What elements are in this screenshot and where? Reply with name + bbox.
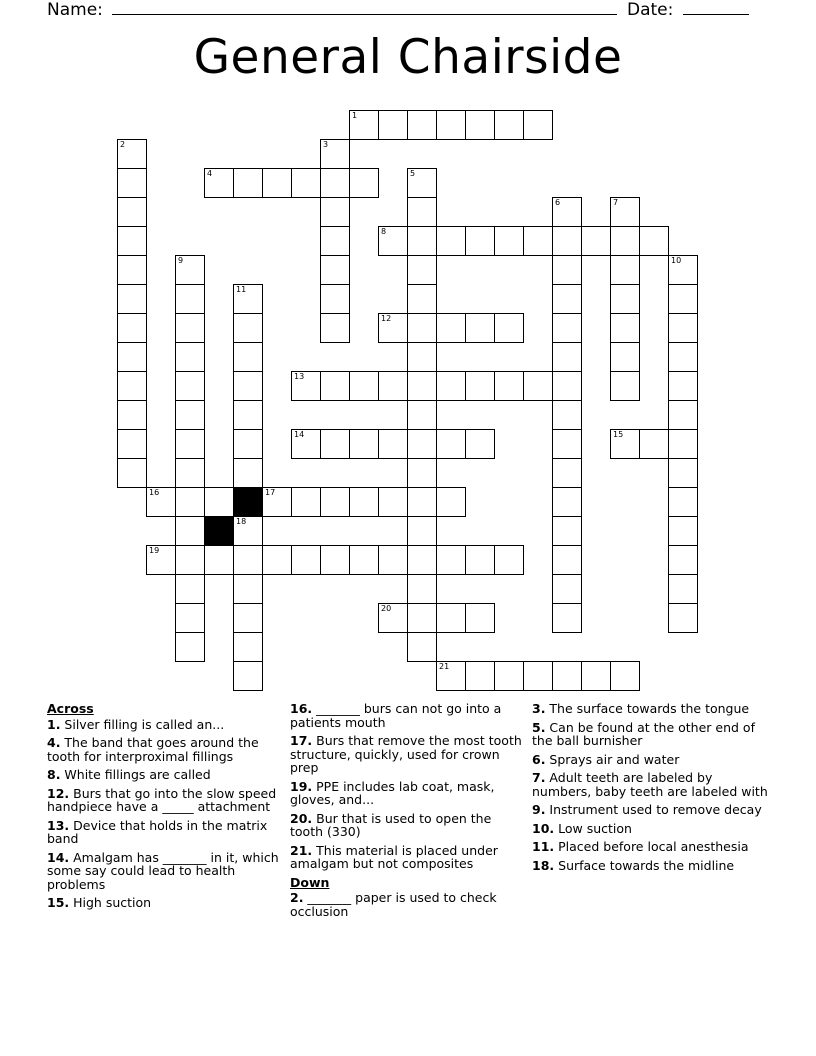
answer-cell[interactable] bbox=[407, 255, 437, 285]
answer-cell[interactable] bbox=[639, 429, 669, 459]
answer-cell[interactable] bbox=[175, 632, 205, 662]
answer-cell[interactable] bbox=[233, 342, 263, 372]
clue-text: Bur that is used to open the tooth (330) bbox=[290, 810, 492, 839]
clue-text: Device that holds in the matrix band bbox=[47, 817, 268, 846]
answer-cell[interactable] bbox=[320, 284, 350, 314]
clue-number-label: 15. bbox=[47, 895, 70, 910]
answer-cell[interactable] bbox=[349, 429, 379, 459]
clue-number-label: 8. bbox=[47, 767, 61, 782]
answer-cell[interactable] bbox=[610, 429, 640, 459]
clue-number-label: 3. bbox=[532, 701, 546, 716]
answer-cell[interactable] bbox=[117, 284, 147, 314]
answer-cell[interactable] bbox=[175, 255, 205, 285]
clue-number: 12 bbox=[381, 314, 392, 323]
answer-cell[interactable] bbox=[552, 342, 582, 372]
answer-cell[interactable] bbox=[436, 661, 466, 691]
clue-item bbox=[532, 859, 768, 873]
clue-column-3 bbox=[532, 702, 768, 877]
answer-cell[interactable] bbox=[175, 516, 205, 546]
clue-item bbox=[47, 819, 283, 846]
answer-cell[interactable] bbox=[668, 313, 698, 343]
answer-cell[interactable] bbox=[523, 110, 553, 140]
answer-cell[interactable] bbox=[407, 458, 437, 488]
clue-number-label: 11. bbox=[532, 839, 555, 854]
answer-cell[interactable] bbox=[668, 458, 698, 488]
clue-number-label: 19. bbox=[290, 778, 313, 794]
answer-cell[interactable] bbox=[233, 429, 263, 459]
answer-cell[interactable] bbox=[407, 603, 437, 633]
answer-cell[interactable] bbox=[233, 516, 263, 546]
answer-cell[interactable] bbox=[175, 574, 205, 604]
clue-number: 3 bbox=[323, 140, 329, 149]
answer-cell[interactable] bbox=[262, 487, 292, 517]
answer-cell[interactable] bbox=[668, 255, 698, 285]
answer-cell[interactable] bbox=[668, 545, 698, 575]
answer-cell[interactable] bbox=[668, 487, 698, 517]
answer-cell[interactable] bbox=[233, 400, 263, 430]
answer-cell[interactable] bbox=[320, 545, 350, 575]
answer-cell[interactable] bbox=[233, 313, 263, 343]
answer-cell[interactable] bbox=[117, 313, 147, 343]
answer-cell[interactable] bbox=[146, 545, 176, 575]
answer-cell[interactable] bbox=[407, 429, 437, 459]
answer-cell[interactable] bbox=[465, 371, 495, 401]
answer-cell[interactable] bbox=[320, 197, 350, 227]
answer-cell[interactable] bbox=[494, 371, 524, 401]
answer-cell[interactable] bbox=[668, 342, 698, 372]
clue-text: Burs that go into the slow speed handpiece have a _____ attachment bbox=[47, 785, 277, 814]
answer-cell[interactable] bbox=[175, 313, 205, 343]
clue-number-label: 20. bbox=[290, 810, 313, 826]
answer-cell[interactable] bbox=[233, 632, 263, 662]
answer-cell[interactable] bbox=[349, 371, 379, 401]
black-square bbox=[233, 487, 263, 517]
answer-cell[interactable] bbox=[610, 284, 640, 314]
clue-number: 15 bbox=[613, 430, 624, 439]
clue-number-label: 13. bbox=[47, 817, 70, 833]
answer-cell[interactable] bbox=[233, 661, 263, 691]
answer-cell[interactable] bbox=[349, 168, 379, 198]
answer-cell[interactable] bbox=[320, 255, 350, 285]
clue-number: 14 bbox=[294, 430, 305, 439]
answer-cell[interactable] bbox=[494, 110, 524, 140]
clue-number: 17 bbox=[265, 488, 276, 497]
clue-item bbox=[532, 753, 768, 767]
clue-number: 9 bbox=[178, 256, 184, 265]
answer-cell[interactable] bbox=[523, 661, 553, 691]
clue-text: Can be found at the other end of the ball burnisher bbox=[532, 719, 755, 748]
clue-text: _______ burs can not go into a patients mouth bbox=[290, 701, 502, 730]
answer-cell[interactable] bbox=[407, 487, 437, 517]
clue-text: Amalgam has _______ in it, which some say could lead to health problems bbox=[47, 849, 279, 892]
answer-cell[interactable] bbox=[407, 516, 437, 546]
across-heading: Across bbox=[47, 701, 94, 716]
clue-number-label: 6. bbox=[532, 751, 546, 767]
answer-cell[interactable] bbox=[378, 226, 408, 256]
answer-cell[interactable] bbox=[552, 197, 582, 227]
answer-cell[interactable] bbox=[291, 429, 321, 459]
clue-text: High suction bbox=[69, 895, 152, 910]
answer-cell[interactable] bbox=[407, 313, 437, 343]
clue-text: Adult teeth are labeled by numbers, baby teeth are labeled with bbox=[532, 770, 768, 799]
clue-item bbox=[47, 718, 283, 732]
clue-item bbox=[290, 812, 526, 839]
answer-cell[interactable] bbox=[436, 226, 466, 256]
answer-cell[interactable] bbox=[349, 545, 379, 575]
answer-cell[interactable] bbox=[291, 168, 321, 198]
answer-cell[interactable] bbox=[523, 371, 553, 401]
answer-cell[interactable] bbox=[610, 313, 640, 343]
clue-item bbox=[47, 768, 283, 782]
answer-cell[interactable] bbox=[407, 226, 437, 256]
answer-cell[interactable] bbox=[407, 342, 437, 372]
answer-cell[interactable] bbox=[233, 168, 263, 198]
answer-cell[interactable] bbox=[610, 661, 640, 691]
answer-cell[interactable] bbox=[552, 545, 582, 575]
clue-item bbox=[290, 702, 526, 729]
clue-number: 13 bbox=[294, 372, 305, 381]
answer-cell[interactable] bbox=[436, 371, 466, 401]
answer-cell[interactable] bbox=[378, 545, 408, 575]
answer-cell[interactable] bbox=[204, 487, 234, 517]
answer-cell[interactable] bbox=[668, 284, 698, 314]
answer-cell[interactable] bbox=[668, 400, 698, 430]
answer-cell[interactable] bbox=[204, 168, 234, 198]
answer-cell[interactable] bbox=[668, 603, 698, 633]
answer-cell[interactable] bbox=[117, 400, 147, 430]
answer-cell[interactable] bbox=[378, 487, 408, 517]
answer-cell[interactable] bbox=[494, 545, 524, 575]
clue-column-1 bbox=[47, 702, 283, 915]
clue-text: The surface towards the tongue bbox=[545, 701, 750, 716]
clue-number-label: 12. bbox=[47, 785, 70, 801]
answer-cell[interactable] bbox=[320, 371, 350, 401]
answer-cell[interactable] bbox=[639, 226, 669, 256]
answer-cell[interactable] bbox=[291, 371, 321, 401]
answer-cell[interactable] bbox=[117, 226, 147, 256]
answer-cell[interactable] bbox=[262, 168, 292, 198]
answer-cell[interactable] bbox=[349, 110, 379, 140]
clue-number: 16 bbox=[149, 488, 160, 497]
clue-number: 5 bbox=[410, 169, 416, 178]
clue-number: 20 bbox=[381, 604, 392, 613]
answer-cell[interactable] bbox=[233, 603, 263, 633]
clue-item bbox=[47, 896, 283, 910]
answer-cell[interactable] bbox=[552, 603, 582, 633]
clue-number: 11 bbox=[236, 285, 247, 294]
answer-cell[interactable] bbox=[436, 429, 466, 459]
date-label: Date: bbox=[627, 0, 674, 20]
clue-number-label: 7. bbox=[532, 770, 546, 785]
answer-cell[interactable] bbox=[320, 487, 350, 517]
clue-text: Surface towards the midline bbox=[554, 857, 735, 873]
clue-number: 8 bbox=[381, 227, 387, 236]
answer-cell[interactable] bbox=[407, 400, 437, 430]
clue-number: 7 bbox=[613, 198, 619, 207]
answer-cell[interactable] bbox=[233, 284, 263, 314]
answer-cell[interactable] bbox=[175, 458, 205, 488]
clue-number-label: 21. bbox=[290, 842, 313, 858]
answer-cell[interactable] bbox=[465, 110, 495, 140]
clue-item bbox=[532, 803, 768, 817]
answer-cell[interactable] bbox=[175, 342, 205, 372]
clue-text: PPE includes lab coat, mask, gloves, and... bbox=[290, 778, 495, 807]
answer-cell[interactable] bbox=[465, 226, 495, 256]
answer-cell[interactable] bbox=[668, 429, 698, 459]
answer-cell[interactable] bbox=[320, 429, 350, 459]
clue-column-2 bbox=[290, 702, 526, 923]
answer-cell[interactable] bbox=[552, 255, 582, 285]
answer-cell[interactable] bbox=[407, 168, 437, 198]
answer-cell[interactable] bbox=[610, 197, 640, 227]
answer-cell[interactable] bbox=[117, 197, 147, 227]
answer-cell[interactable] bbox=[610, 342, 640, 372]
answer-cell[interactable] bbox=[320, 313, 350, 343]
answer-cell[interactable] bbox=[117, 458, 147, 488]
clue-number-label: 1. bbox=[47, 716, 61, 732]
answer-cell[interactable] bbox=[407, 284, 437, 314]
clue-number: 18 bbox=[236, 517, 247, 526]
answer-cell[interactable] bbox=[552, 487, 582, 517]
answer-cell[interactable] bbox=[407, 545, 437, 575]
clue-item bbox=[532, 840, 768, 854]
page-title: General Chairside bbox=[193, 30, 623, 85]
answer-cell[interactable] bbox=[175, 400, 205, 430]
answer-cell[interactable] bbox=[610, 371, 640, 401]
clue-text: Low suction bbox=[554, 820, 632, 836]
answer-cell[interactable] bbox=[262, 545, 292, 575]
answer-cell[interactable] bbox=[291, 487, 321, 517]
clue-text: This material is placed under amalgam but not composites bbox=[290, 842, 498, 871]
clue-number-label: 9. bbox=[532, 802, 546, 817]
answer-cell[interactable] bbox=[465, 603, 495, 633]
answer-cell[interactable] bbox=[175, 545, 205, 575]
clue-item bbox=[532, 771, 768, 798]
clue-text: White fillings are called bbox=[60, 767, 211, 782]
answer-cell[interactable] bbox=[378, 371, 408, 401]
answer-cell[interactable] bbox=[117, 371, 147, 401]
clue-text: Instrument used to remove decay bbox=[545, 802, 762, 817]
answer-cell[interactable] bbox=[349, 487, 379, 517]
clue-item bbox=[532, 822, 768, 836]
clue-item bbox=[290, 734, 526, 775]
answer-cell[interactable] bbox=[175, 487, 205, 517]
clue-item bbox=[290, 780, 526, 807]
answer-cell[interactable] bbox=[407, 574, 437, 604]
clue-number-label: 14. bbox=[47, 849, 70, 865]
answer-cell[interactable] bbox=[175, 284, 205, 314]
answer-cell[interactable] bbox=[494, 226, 524, 256]
answer-cell[interactable] bbox=[320, 139, 350, 169]
clue-number: 2 bbox=[120, 140, 126, 149]
clue-number: 19 bbox=[149, 546, 160, 555]
answer-cell[interactable] bbox=[407, 110, 437, 140]
answer-cell[interactable] bbox=[465, 313, 495, 343]
answer-cell[interactable] bbox=[552, 284, 582, 314]
answer-cell[interactable] bbox=[494, 661, 524, 691]
answer-cell[interactable] bbox=[436, 110, 466, 140]
answer-cell[interactable] bbox=[465, 545, 495, 575]
answer-cell[interactable] bbox=[291, 545, 321, 575]
answer-cell[interactable] bbox=[668, 516, 698, 546]
clue-item bbox=[47, 736, 283, 763]
clue-text: Placed before local anesthesia bbox=[554, 839, 749, 854]
answer-cell[interactable] bbox=[552, 458, 582, 488]
answer-cell[interactable] bbox=[436, 545, 466, 575]
answer-cell[interactable] bbox=[436, 313, 466, 343]
answer-cell[interactable] bbox=[552, 400, 582, 430]
answer-cell[interactable] bbox=[407, 371, 437, 401]
answer-cell[interactable] bbox=[552, 226, 582, 256]
answer-cell[interactable] bbox=[233, 458, 263, 488]
answer-cell[interactable] bbox=[465, 661, 495, 691]
black-square bbox=[204, 516, 234, 546]
answer-cell[interactable] bbox=[378, 313, 408, 343]
answer-cell[interactable] bbox=[581, 661, 611, 691]
clue-item bbox=[532, 702, 768, 716]
answer-cell[interactable] bbox=[117, 139, 147, 169]
answer-cell[interactable] bbox=[146, 487, 176, 517]
clue-number-label: 16. bbox=[290, 701, 313, 716]
clue-item bbox=[47, 787, 283, 814]
clue-number-label: 18. bbox=[532, 857, 555, 873]
answer-cell[interactable] bbox=[204, 545, 234, 575]
answer-cell[interactable] bbox=[523, 226, 553, 256]
clue-item bbox=[290, 844, 526, 871]
answer-cell[interactable] bbox=[494, 313, 524, 343]
answer-cell[interactable] bbox=[320, 168, 350, 198]
answer-cell[interactable] bbox=[175, 603, 205, 633]
clue-number-label: 2. bbox=[290, 890, 304, 905]
answer-cell[interactable] bbox=[610, 226, 640, 256]
answer-cell[interactable] bbox=[378, 603, 408, 633]
clue-text: Silver filling is called an... bbox=[60, 716, 225, 732]
answer-cell[interactable] bbox=[610, 255, 640, 285]
clue-number-label: 10. bbox=[532, 820, 555, 836]
clue-item bbox=[47, 851, 283, 892]
answer-cell[interactable] bbox=[175, 371, 205, 401]
clue-text: The band that goes around the tooth for interproximal fillings bbox=[47, 735, 259, 764]
clue-number: 10 bbox=[671, 256, 682, 265]
answer-cell[interactable] bbox=[378, 429, 408, 459]
clue-item bbox=[532, 721, 768, 748]
clue-number: 4 bbox=[207, 169, 213, 178]
answer-cell[interactable] bbox=[117, 168, 147, 198]
answer-cell[interactable] bbox=[117, 342, 147, 372]
name-label: Name: bbox=[47, 0, 103, 20]
answer-cell[interactable] bbox=[552, 313, 582, 343]
answer-cell[interactable] bbox=[465, 429, 495, 459]
answer-cell[interactable] bbox=[407, 632, 437, 662]
clue-number-label: 17. bbox=[290, 733, 313, 748]
clue-number: 1 bbox=[352, 111, 358, 120]
answer-cell[interactable] bbox=[233, 545, 263, 575]
answer-cell[interactable] bbox=[436, 603, 466, 633]
answer-cell[interactable] bbox=[175, 429, 205, 459]
down-heading: Down bbox=[290, 874, 330, 890]
answer-cell[interactable] bbox=[552, 429, 582, 459]
answer-cell[interactable] bbox=[233, 574, 263, 604]
answer-cell[interactable] bbox=[378, 110, 408, 140]
clue-text: Burs that remove the most tooth structure, quickly, used for crown prep bbox=[290, 733, 522, 775]
answer-cell[interactable] bbox=[552, 516, 582, 546]
answer-cell[interactable] bbox=[117, 429, 147, 459]
clue-text: Sprays air and water bbox=[545, 751, 680, 767]
clue-number-label: 4. bbox=[47, 735, 61, 750]
answer-cell[interactable] bbox=[668, 574, 698, 604]
answer-cell[interactable] bbox=[233, 371, 263, 401]
answer-cell[interactable] bbox=[320, 226, 350, 256]
answer-cell[interactable] bbox=[117, 255, 147, 285]
answer-cell[interactable] bbox=[552, 661, 582, 691]
clue-item bbox=[290, 891, 526, 918]
clue-number: 6 bbox=[555, 198, 561, 207]
answer-cell[interactable] bbox=[581, 226, 611, 256]
answer-cell[interactable] bbox=[436, 487, 466, 517]
answer-cell[interactable] bbox=[407, 197, 437, 227]
clue-text: _______ paper is used to check occlusion bbox=[290, 890, 497, 919]
answer-cell[interactable] bbox=[552, 574, 582, 604]
clue-number-label: 5. bbox=[532, 719, 546, 735]
answer-cell[interactable] bbox=[552, 371, 582, 401]
answer-cell[interactable] bbox=[668, 371, 698, 401]
clue-number: 21 bbox=[439, 662, 450, 671]
